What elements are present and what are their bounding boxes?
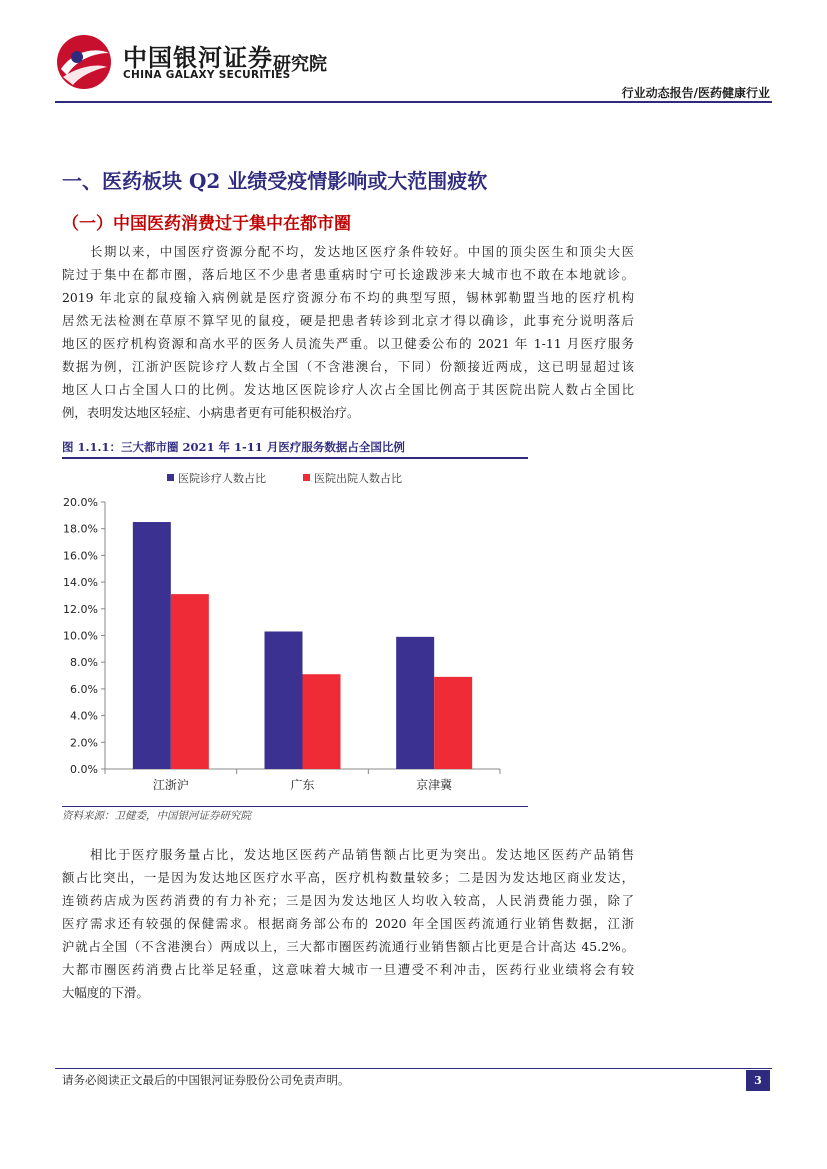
paragraph-line: 相比于医疗服务量占比，发达地区医药产品销售额占比更为突出。发达地区医药产品销售 bbox=[62, 847, 634, 862]
body-paragraph-2 bbox=[62, 843, 634, 1004]
paragraph-line: 例，表明发达地区轻症、小病患者更有可能积极治疗。 bbox=[62, 405, 360, 420]
header-divider bbox=[55, 101, 772, 103]
paragraph-line: 地区人口占全国人口的比例。发达地区医院诊疗人次占全国比例高于其医院出院人数占全国比 bbox=[62, 382, 634, 397]
paragraph-line: 院过于集中在都市圈，落后地区不少患者患重病时宁可长途跋涉来大城市也不敢在本地就诊。 bbox=[62, 267, 634, 282]
y-tick-label: 0.0% bbox=[70, 763, 98, 776]
paragraph-line: 沪就占全国（不含港澳台）两成以上，三大都市圈医药流通行业销售额占比更是合计高达 45.2%。 bbox=[62, 939, 634, 954]
paragraph-line: 长期以来，中国医疗资源分配不均，发达地区医疗条件较好。中国的顶尖医生和顶尖大医 bbox=[62, 244, 634, 259]
bar bbox=[434, 677, 472, 769]
x-tick-label: 京津冀 bbox=[416, 778, 453, 792]
bar-chart bbox=[62, 462, 528, 802]
body-paragraph-1 bbox=[62, 240, 634, 424]
legend-label: 医院诊疗人数占比 bbox=[178, 472, 266, 485]
paragraph-line: 地区的医疗机构资源和高水平的医务人员流失严重。以卫健委公布的 2021 年 1-11 月医疗服务 bbox=[62, 336, 634, 351]
bar bbox=[303, 674, 341, 769]
bar bbox=[396, 637, 434, 769]
x-tick-label: 广东 bbox=[290, 778, 315, 792]
y-tick-label: 4.0% bbox=[70, 709, 98, 723]
paragraph-line: 额占比突出，一是因为发达地区医疗水平高，医疗机构数量较多；二是因为发达地区商业发达， bbox=[62, 870, 634, 885]
x-tick-label: 江浙沪 bbox=[152, 778, 189, 792]
figure-title: 图 1.1.1：三大都市圈 2021 年 1-11 月医疗服务数据占全国比例 bbox=[62, 440, 405, 454]
y-tick-label: 12.0% bbox=[63, 602, 98, 616]
paragraph-line: 医疗需求还有较强的保健需求。根据商务部公布的 2020 年全国医药流通行业销售数据，江浙 bbox=[62, 916, 634, 931]
figure-bottom-rule bbox=[62, 806, 528, 807]
y-tick-label: 6.0% bbox=[70, 682, 98, 696]
section-heading: 一、医药板块 Q2 业绩受疫情影响或大范围疲软 bbox=[62, 169, 488, 193]
y-tick-label: 20.0% bbox=[63, 496, 98, 509]
institute-name: 研究院 bbox=[273, 54, 327, 75]
bar bbox=[265, 631, 303, 769]
subsection-heading: （一）中国医药消费过于集中在都市圈 bbox=[62, 214, 351, 234]
page-number: 3 bbox=[746, 1070, 770, 1091]
paragraph-line: 连锁药店成为医药消费的有力补充；三是因为发达地区人均收入较高，人民消费能力强，除了 bbox=[62, 893, 634, 908]
paragraph-line: 数据为例，江浙沪医院诊疗人数占全国（不含港澳台，下同）份额接近两成，这已明显超过该 bbox=[62, 359, 634, 374]
bar bbox=[133, 522, 171, 769]
y-tick-label: 10.0% bbox=[63, 629, 98, 643]
y-tick-label: 16.0% bbox=[63, 549, 98, 563]
paragraph-line: 大都市圈医药消费占比举足轻重，这意味着大城市一旦遭受不利冲击，医药行业业绩将会有较 bbox=[62, 962, 634, 977]
legend-swatch bbox=[303, 474, 310, 481]
legend-label: 医院出院人数占比 bbox=[314, 472, 402, 485]
brand-name-cn: 中国银河证券 bbox=[123, 44, 273, 72]
figure-source: 资料来源：卫健委，中国银河证券研究院 bbox=[62, 810, 251, 822]
brand-name-en: CHINA GALAXY SECURITIES bbox=[123, 69, 291, 81]
legend-swatch bbox=[167, 474, 174, 481]
footer-disclaimer: 请务必阅读正文最后的中国银河证券股份公司免责声明。 bbox=[62, 1073, 350, 1087]
footer-divider bbox=[55, 1068, 772, 1069]
galaxy-logo-icon bbox=[55, 33, 113, 91]
figure-top-rule bbox=[62, 457, 528, 459]
paragraph-line: 居然无法检测在草原不算罕见的鼠疫，硬是把患者转诊到北京才得以确诊，此事充分说明落后 bbox=[62, 313, 634, 328]
report-type: 行业动态报告/医药健康行业 bbox=[621, 86, 770, 100]
paragraph-line: 大幅度的下滑。 bbox=[62, 985, 149, 1000]
y-tick-label: 2.0% bbox=[70, 736, 98, 750]
y-tick-label: 8.0% bbox=[70, 656, 98, 670]
bar bbox=[171, 594, 209, 769]
y-tick-label: 18.0% bbox=[63, 522, 98, 536]
y-tick-label: 14.0% bbox=[63, 576, 98, 590]
paragraph-line: 2019 年北京的鼠疫输入病例就是医疗资源分布不均的典型写照，锡林郭勒盟当地的医疗机构 bbox=[62, 290, 634, 305]
